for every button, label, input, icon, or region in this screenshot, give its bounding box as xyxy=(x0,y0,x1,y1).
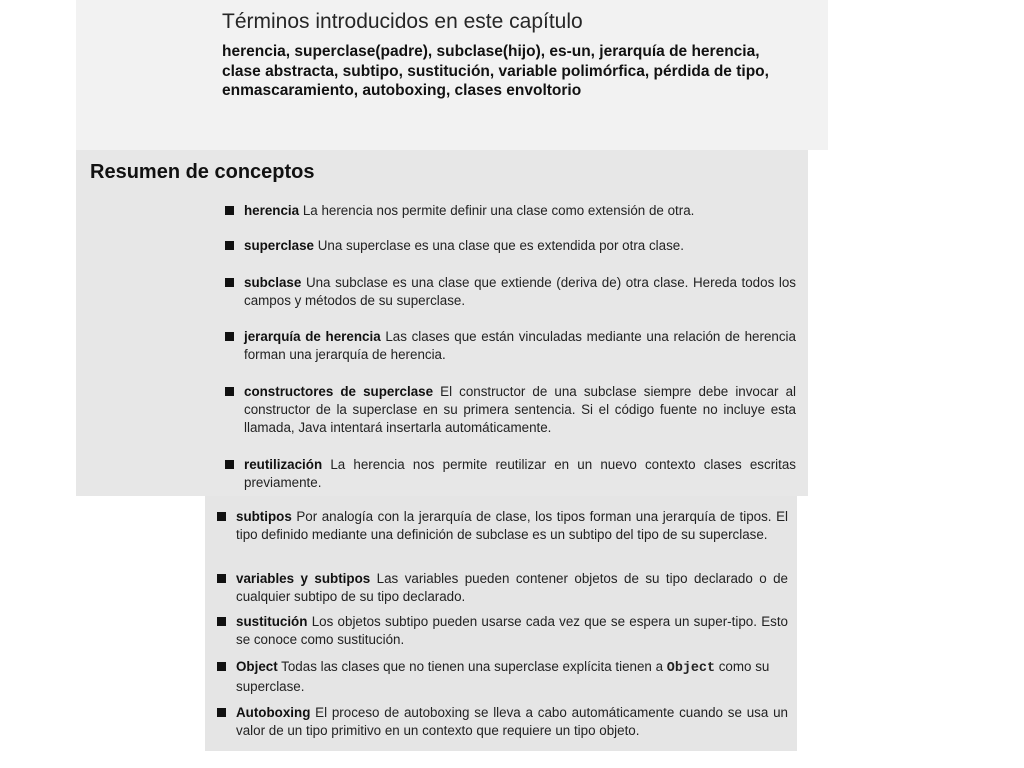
concept-object xyxy=(236,658,788,696)
terms-heading: Términos introducidos en este capítulo xyxy=(222,10,583,33)
bullet-icon xyxy=(217,617,226,626)
concept-term: variables y subtipos xyxy=(236,571,371,586)
terms-line: enmascaramiento, autoboxing, clases envoltorio xyxy=(222,82,582,99)
concept-term: jerarquía de herencia xyxy=(244,329,381,344)
concept-term: herencia xyxy=(244,203,300,218)
concept-term: subclase xyxy=(244,275,302,290)
concept-text: Una subclase es una clase que extiende (deriva de) otra clase. Hereda todos los campos y métodos de su superclase. xyxy=(244,275,796,308)
bullet-icon xyxy=(225,241,234,250)
concept-text: Las variables pueden contener objetos de su tipo declarado o de cualquier subtipo de su tipo declarado. xyxy=(236,571,789,604)
code-object: Object xyxy=(666,661,715,676)
bullet-icon xyxy=(217,662,226,671)
concept-constructores-de-superclase xyxy=(244,383,796,437)
bullet-icon xyxy=(217,512,226,521)
bullet-icon xyxy=(217,574,226,583)
summary-heading: Resumen de conceptos xyxy=(90,161,315,183)
concept-term: sustitución xyxy=(236,614,308,629)
concept-text: Una superclase es una clase que es extendida por otra clase. xyxy=(317,238,684,253)
concept-sustitucion xyxy=(236,613,788,649)
concept-jerarquia-de-herencia xyxy=(244,328,796,364)
concept-text: La herencia nos permite reutilizar en un nuevo contexto clases escritas previamente. xyxy=(244,457,796,490)
concept-term: Object xyxy=(236,659,278,674)
bullet-icon xyxy=(225,332,234,341)
concept-superclase xyxy=(244,237,804,255)
bullet-icon xyxy=(225,278,234,287)
concept-subclase xyxy=(244,274,796,310)
bullet-icon xyxy=(225,206,234,215)
concept-text: Por analogía con la jerarquía de clase, los tipos forman una jerarquía de tipos. El tipo definido mediante una definición de subclase es un subtipo del tipo de su superclase. xyxy=(236,509,788,542)
concept-reutilizacion xyxy=(244,456,796,492)
concept-subtipos xyxy=(236,508,788,544)
concept-term: constructores de superclase xyxy=(244,384,434,399)
terms-list xyxy=(222,42,822,101)
concept-variables-y-subtipos xyxy=(236,570,788,606)
concept-text: Todas las clases que no tienen una superclase explícita tienen a xyxy=(281,659,664,674)
concept-text: Las clases que están vinculadas mediante una relación de herencia forman una jerarquía de herencia. xyxy=(244,329,796,362)
concept-autoboxing xyxy=(236,704,788,740)
concept-herencia xyxy=(244,202,804,220)
concept-term: subtipos xyxy=(236,509,292,524)
terms-line: clase abstracta, subtipo, sustitución, variable polimórfica, pérdida de tipo, xyxy=(222,62,769,80)
concept-term: superclase xyxy=(244,238,314,253)
concept-term: Autoboxing xyxy=(236,705,311,720)
concept-text: El constructor de una subclase siempre debe invocar al constructor de la superclase en su primera sentencia. Si el código fuente no incluye esta llamada, Java intentará insertarla automáticamente. xyxy=(244,384,796,435)
concept-text: Los objetos subtipo pueden usarse cada vez que se espera un super-tipo. Esto se conoce como sustitución. xyxy=(236,614,788,647)
concept-text: El proceso de autoboxing se lleva a cabo automáticamente cuando se usa un valor de un tipo primitivo en un contexto que requiere un tipo objeto. xyxy=(236,705,788,738)
bullet-icon xyxy=(225,460,234,469)
concept-text: La herencia nos permite definir una clase como extensión de otra. xyxy=(302,203,695,218)
concept-text: como su superclase. xyxy=(236,659,770,694)
bullet-icon xyxy=(217,708,226,717)
terms-line: herencia, superclase(padre), subclase(hijo), es-un, jerarquía de herencia, xyxy=(222,43,760,60)
concept-term: reutilización xyxy=(244,457,323,472)
bullet-icon xyxy=(225,387,234,396)
